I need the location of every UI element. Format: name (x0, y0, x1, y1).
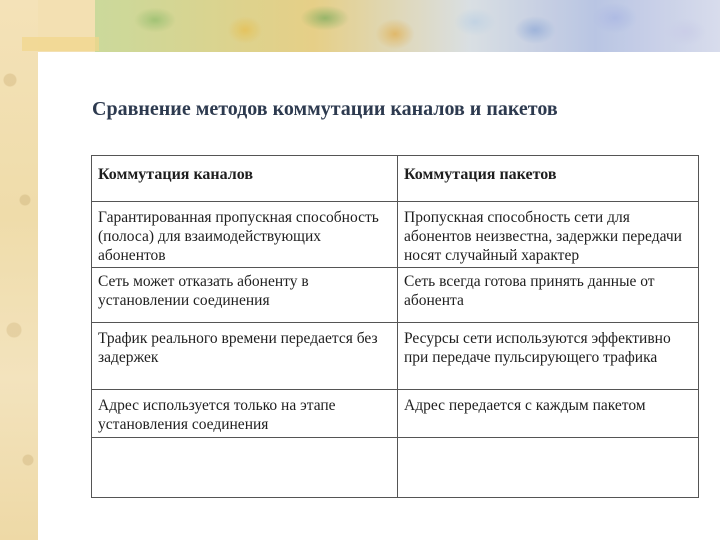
left-decor-stripe (0, 0, 38, 540)
table-row (92, 323, 699, 390)
table-cell: Сеть может отказать абоненту в установлении соединения (92, 268, 398, 323)
table-row (92, 202, 699, 268)
header-circuit-switching: Коммутация каналов (92, 156, 398, 202)
table-cell: Ресурсы сети используются эффективно при передаче пульсирующего трафика (398, 323, 699, 390)
table-row-empty (92, 438, 699, 498)
table-cell: Сеть всегда готова принять данные от абонента (398, 268, 699, 323)
table-cell: Адрес используется только на этапе установления соединения (92, 390, 398, 438)
slide-title: Сравнение методов коммутации каналов и пакетов (92, 98, 558, 120)
table-cell: Гарантированная пропускная способность (полоса) для взаимодействующих абонентов (92, 202, 398, 268)
leaf-banner-image (95, 0, 720, 52)
table-cell: Адрес передается с каждым пакетом (398, 390, 699, 438)
comparison-table (91, 155, 699, 498)
table-header-row (92, 156, 699, 202)
header-packet-switching: Коммутация пакетов (398, 156, 699, 202)
table-row (92, 268, 699, 323)
table-cell (92, 438, 398, 498)
table-cell (398, 438, 699, 498)
table-cell: Пропускная способность сети для абонентов неизвестна, задержки передачи носят случайный характер (398, 202, 699, 268)
banner-accent (22, 37, 99, 51)
table-cell: Трафик реального времени передается без задержек (92, 323, 398, 390)
table-row (92, 390, 699, 438)
